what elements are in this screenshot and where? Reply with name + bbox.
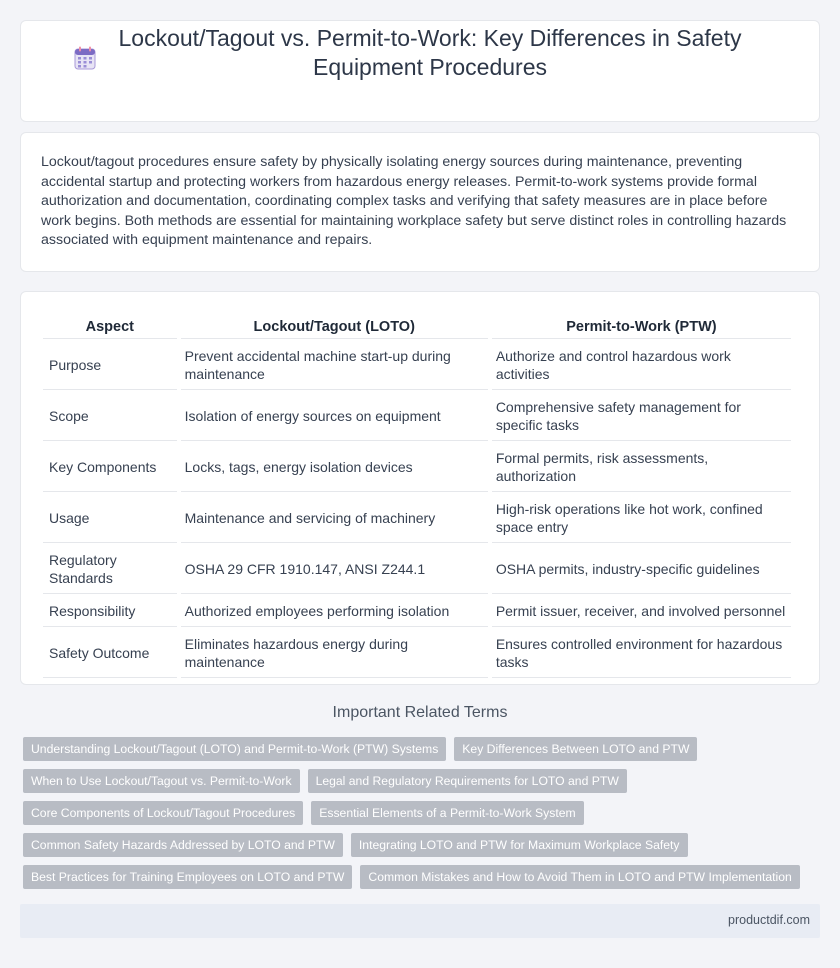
table-cell: Safety Outcome	[43, 629, 177, 678]
table-cell: Ensures controlled environment for hazardous tasks	[492, 629, 791, 678]
page-title: Lockout/Tagout vs. Permit-to-Work: Key Differences in Safety Equipment Procedures	[118, 25, 742, 80]
intro-card	[20, 132, 820, 272]
footer-site-link[interactable]: productdif.com	[728, 913, 810, 927]
comparison-table-card	[20, 291, 820, 685]
table-cell: OSHA permits, industry-specific guidelines	[492, 545, 791, 594]
related-term-tag[interactable]: Integrating LOTO and PTW for Maximum Workplace Safety	[351, 833, 688, 857]
column-header-loto: Lockout/Tagout (LOTO)	[181, 316, 488, 339]
related-term-tag[interactable]: Common Mistakes and How to Avoid Them in LOTO and PTW Implementation	[360, 865, 799, 889]
table-cell: Key Components	[43, 443, 177, 492]
table-row	[43, 443, 791, 492]
related-term-tag[interactable]: Essential Elements of a Permit-to-Work System	[311, 801, 583, 825]
table-cell: Prevent accidental machine start-up during maintenance	[181, 341, 488, 390]
related-term-tag[interactable]: Legal and Regulatory Requirements for LOTO and PTW	[308, 769, 627, 793]
related-term-tag[interactable]: Understanding Lockout/Tagout (LOTO) and Permit-to-Work (PTW) Systems	[23, 737, 446, 761]
footer	[20, 904, 820, 938]
table-cell: Locks, tags, energy isolation devices	[181, 443, 488, 492]
related-term-tag[interactable]: Best Practices for Training Employees on LOTO and PTW	[23, 865, 352, 889]
table-row	[43, 596, 791, 627]
table-cell: Regulatory Standards	[43, 545, 177, 594]
table-cell: Purpose	[43, 341, 177, 390]
related-term-tag[interactable]: Common Safety Hazards Addressed by LOTO and PTW	[23, 833, 343, 857]
column-header-aspect: Aspect	[43, 316, 177, 339]
table-cell: OSHA 29 CFR 1910.147, ANSI Z244.1	[181, 545, 488, 594]
table-cell: Authorize and control hazardous work activities	[492, 341, 791, 390]
table-cell: Formal permits, risk assessments, authorization	[492, 443, 791, 492]
tag-row	[23, 833, 688, 857]
related-terms-title: Important Related Terms	[332, 704, 508, 721]
column-header-ptw: Permit-to-Work (PTW)	[492, 316, 791, 339]
table-cell: Scope	[43, 392, 177, 441]
table-row	[43, 494, 791, 543]
table-cell: Authorized employees performing isolation	[181, 596, 488, 627]
related-term-tag[interactable]: Key Differences Between LOTO and PTW	[454, 737, 697, 761]
intro-paragraph: Lockout/tagout procedures ensure safety by physically isolating energy sources during maintenance, preventing accidental startup and protecting workers from hazardous energy releases. Permit-to-work systems provide formal authorization and documentation, coordinating complex tasks and verifying that safety measures are in place before work begins. Both methods are essential for maintaining workplace safety but serve distinct roles in controlling hazards associated with equipment maintenance and repairs.	[41, 154, 787, 249]
table-cell: Comprehensive safety management for specific tasks	[492, 392, 791, 441]
table-row	[43, 545, 791, 594]
table-cell: Isolation of energy sources on equipment	[181, 392, 488, 441]
table-header-row	[43, 316, 791, 339]
comparison-table	[39, 314, 795, 680]
related-term-tag[interactable]: Core Components of Lockout/Tagout Procedures	[23, 801, 303, 825]
table-cell: High-risk operations like hot work, confined space entry	[492, 494, 791, 543]
tag-row	[23, 769, 627, 793]
tag-row	[23, 865, 800, 889]
table-cell: Responsibility	[43, 596, 177, 627]
table-row	[43, 341, 791, 390]
related-term-tag[interactable]: When to Use Lockout/Tagout vs. Permit-to-Work	[23, 769, 300, 793]
table-cell: Maintenance and servicing of machinery	[181, 494, 488, 543]
tag-row	[23, 737, 697, 761]
table-cell: Permit issuer, receiver, and involved personnel	[492, 596, 791, 627]
table-row	[43, 392, 791, 441]
table-cell: Eliminates hazardous energy during maintenance	[181, 629, 488, 678]
tag-row	[23, 801, 584, 825]
table-cell: Usage	[43, 494, 177, 543]
table-row	[43, 629, 791, 678]
